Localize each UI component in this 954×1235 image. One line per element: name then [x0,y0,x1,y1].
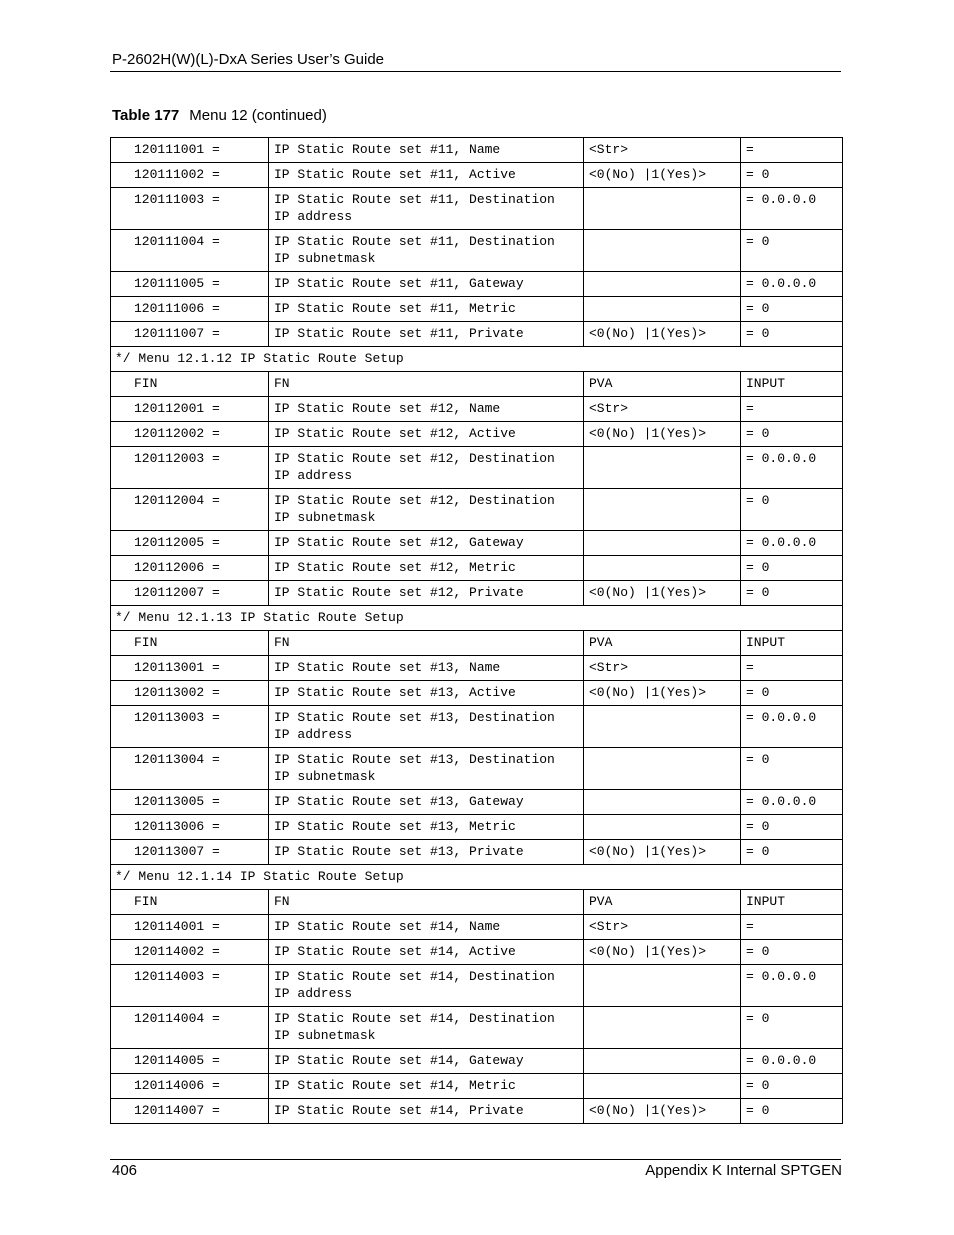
fn-line: IP Static Route set #12, Metric [274,560,516,575]
fin-cell: 120111005 = [111,272,269,297]
fn-line: IP Static Route set #11, Metric [274,301,516,316]
table-row [111,706,843,748]
fin-cell: 120112005 = [111,531,269,556]
pva-header: PVA [584,890,741,915]
fn-header [269,372,584,397]
fn-cell [269,1049,584,1074]
input-cell: = 0 [741,163,843,188]
fin-cell: 120114002 = [111,940,269,965]
section-heading: */ Menu 12.1.13 IP Static Route Setup [111,606,843,631]
table-row [111,790,843,815]
pva-cell [584,1049,741,1074]
table-row [111,188,843,230]
fn-cell [269,1074,584,1099]
table-row [111,397,843,422]
fn-line: IP Static Route set #14, Active [274,944,516,959]
fn-line: IP Static Route set #11, Name [274,142,501,157]
pva-cell: <Str> [584,397,741,422]
pva-header: PVA [584,631,741,656]
fin-cell: 120114005 = [111,1049,269,1074]
table-row [111,322,843,347]
input-cell: = 0.0.0.0 [741,706,843,748]
fn-line: IP Static Route set #14, Destination [274,1011,555,1026]
fin-cell: 120111003 = [111,188,269,230]
input-cell: = 0 [741,230,843,272]
input-cell: = [741,138,843,163]
fin-cell: 120112004 = [111,489,269,531]
fin-cell: 120113007 = [111,840,269,865]
pva-cell: <Str> [584,138,741,163]
fn-header [269,890,584,915]
table-row [111,681,843,706]
fn-line: IP address [274,727,353,742]
pva-cell [584,1074,741,1099]
input-cell: = 0 [741,489,843,531]
pva-cell [584,489,741,531]
input-cell: = 0.0.0.0 [741,188,843,230]
input-header: INPUT [741,631,843,656]
fn-line: IP Static Route set #14, Metric [274,1078,516,1093]
input-cell: = 0 [741,840,843,865]
table-row [111,447,843,489]
pva-cell [584,447,741,489]
fn-cell [269,447,584,489]
pva-cell [584,531,741,556]
input-cell: = 0.0.0.0 [741,531,843,556]
pva-cell [584,188,741,230]
fn-line: IP Static Route set #11, Private [274,326,524,341]
pva-cell [584,1007,741,1049]
table-row [111,581,843,606]
table-row [111,230,843,272]
pva-cell: <0(No) |1(Yes)> [584,1099,741,1124]
fn-line: FN [274,635,290,650]
fn-header [269,631,584,656]
fin-cell: 120113001 = [111,656,269,681]
table-row [111,1074,843,1099]
fin-cell: 120113005 = [111,790,269,815]
input-cell: = 0 [741,815,843,840]
fn-line: IP address [274,468,353,483]
fin-cell: 120112003 = [111,447,269,489]
fn-line: IP subnetmask [274,1028,376,1043]
header-divider [110,71,841,72]
fn-line: IP address [274,986,353,1001]
table-row [111,1099,843,1124]
fn-line: IP Static Route set #14, Name [274,919,501,934]
input-cell: = 0.0.0.0 [741,790,843,815]
table-row [111,840,843,865]
fn-line: IP Static Route set #12, Gateway [274,535,524,550]
fin-cell: 120114004 = [111,1007,269,1049]
input-cell: = 0.0.0.0 [741,965,843,1007]
pva-cell: <Str> [584,915,741,940]
fn-line: IP Static Route set #11, Gateway [274,276,524,291]
input-cell: = 0 [741,1074,843,1099]
pva-cell [584,790,741,815]
fin-cell: 120112002 = [111,422,269,447]
fn-line: IP Static Route set #12, Destination [274,451,555,466]
fn-line: IP Static Route set #13, Name [274,660,501,675]
table-row [111,915,843,940]
fin-header: FIN [111,631,269,656]
column-header-row [111,372,843,397]
fn-line: IP Static Route set #13, Destination [274,752,555,767]
fn-line: IP Static Route set #11, Active [274,167,516,182]
fn-line: FN [274,894,290,909]
input-cell: = 0 [741,748,843,790]
pva-cell [584,748,741,790]
fn-line: IP Static Route set #11, Destination [274,192,555,207]
fin-header: FIN [111,372,269,397]
fn-cell [269,422,584,447]
pva-cell: <0(No) |1(Yes)> [584,681,741,706]
fn-cell [269,815,584,840]
section-heading: */ Menu 12.1.12 IP Static Route Setup [111,347,843,372]
fin-cell: 120114006 = [111,1074,269,1099]
input-cell: = 0 [741,581,843,606]
fn-line: IP Static Route set #13, Destination [274,710,555,725]
input-cell: = 0 [741,422,843,447]
table-number: Table 177 [112,107,180,124]
fin-cell: 120114001 = [111,915,269,940]
pva-cell [584,815,741,840]
fn-cell [269,272,584,297]
table-row [111,656,843,681]
pva-cell [584,965,741,1007]
fn-cell [269,581,584,606]
fin-cell: 120111002 = [111,163,269,188]
fn-cell [269,489,584,531]
pva-cell [584,556,741,581]
fn-cell [269,940,584,965]
fn-cell [269,840,584,865]
section-row [111,347,843,372]
fn-line: IP Static Route set #12, Active [274,426,516,441]
fin-cell: 120113003 = [111,706,269,748]
table-row [111,965,843,1007]
pva-cell: <0(No) |1(Yes)> [584,322,741,347]
page-header-title: P-2602H(W)(L)-DxA Series User’s Guide [112,51,385,68]
input-cell: = [741,397,843,422]
fn-line: IP Static Route set #13, Gateway [274,794,524,809]
fn-line: IP subnetmask [274,510,376,525]
input-cell: = 0.0.0.0 [741,1049,843,1074]
section-heading: */ Menu 12.1.14 IP Static Route Setup [111,865,843,890]
fn-cell [269,706,584,748]
fn-line: IP Static Route set #14, Private [274,1103,524,1118]
input-header: INPUT [741,890,843,915]
column-header-row [111,890,843,915]
table-caption-text: Menu 12 (continued) [189,107,327,124]
input-header: INPUT [741,372,843,397]
pva-cell [584,297,741,322]
fin-cell: 120114003 = [111,965,269,1007]
table-row [111,556,843,581]
menu-table-body [111,138,843,1124]
fn-cell [269,1007,584,1049]
fn-line: IP Static Route set #11, Destination [274,234,555,249]
fin-cell: 120112001 = [111,397,269,422]
pva-cell: <0(No) |1(Yes)> [584,581,741,606]
fin-header: FIN [111,890,269,915]
footer-section-title: Appendix K Internal SPTGEN [645,1162,842,1179]
fn-cell [269,1099,584,1124]
fn-line: IP Static Route set #13, Metric [274,819,516,834]
fn-line: IP Static Route set #13, Active [274,685,516,700]
fn-cell [269,531,584,556]
pva-cell [584,230,741,272]
pva-cell: <0(No) |1(Yes)> [584,422,741,447]
fin-cell: 120112007 = [111,581,269,606]
section-row [111,606,843,631]
input-cell: = 0.0.0.0 [741,447,843,489]
table-row [111,1049,843,1074]
fin-cell: 120111006 = [111,297,269,322]
input-cell: = 0 [741,1099,843,1124]
fin-cell: 120112006 = [111,556,269,581]
table-row [111,422,843,447]
input-cell: = 0.0.0.0 [741,272,843,297]
fn-line: IP Static Route set #12, Destination [274,493,555,508]
input-cell: = 0 [741,940,843,965]
fn-cell [269,915,584,940]
fin-cell: 120113002 = [111,681,269,706]
fn-line: IP Static Route set #13, Private [274,844,524,859]
fn-cell [269,681,584,706]
pva-cell: <0(No) |1(Yes)> [584,163,741,188]
table-row [111,138,843,163]
pva-header: PVA [584,372,741,397]
fin-cell: 120114007 = [111,1099,269,1124]
input-cell: = 0 [741,681,843,706]
fn-cell [269,556,584,581]
table-row [111,489,843,531]
pva-cell [584,272,741,297]
fn-line: IP Static Route set #14, Gateway [274,1053,524,1068]
fn-line: IP Static Route set #12, Private [274,585,524,600]
table-row [111,815,843,840]
pva-cell: <Str> [584,656,741,681]
input-cell: = 0 [741,322,843,347]
fn-cell [269,163,584,188]
fin-cell: 120111007 = [111,322,269,347]
input-cell: = 0 [741,1007,843,1049]
menu-table [110,137,843,1124]
table-row [111,1007,843,1049]
table-row [111,940,843,965]
table-caption [112,107,327,124]
fn-line: FN [274,376,290,391]
input-cell: = [741,915,843,940]
fn-cell [269,138,584,163]
fn-line: IP address [274,209,353,224]
table-row [111,531,843,556]
input-cell: = 0 [741,297,843,322]
fin-cell: 120113004 = [111,748,269,790]
table-row [111,163,843,188]
fn-cell [269,656,584,681]
fn-line: IP subnetmask [274,251,376,266]
fn-cell [269,748,584,790]
pva-cell [584,706,741,748]
fn-cell [269,790,584,815]
table-row [111,272,843,297]
fn-cell [269,297,584,322]
fin-cell: 120111004 = [111,230,269,272]
pva-cell: <0(No) |1(Yes)> [584,840,741,865]
page-number: 406 [112,1162,138,1179]
fn-line: IP Static Route set #14, Destination [274,969,555,984]
input-cell: = 0 [741,556,843,581]
fn-line: IP subnetmask [274,769,376,784]
fin-cell: 120111001 = [111,138,269,163]
input-cell: = [741,656,843,681]
fn-cell [269,322,584,347]
footer-divider [110,1159,841,1160]
table-row [111,748,843,790]
pva-cell: <0(No) |1(Yes)> [584,940,741,965]
fn-cell [269,397,584,422]
column-header-row [111,631,843,656]
table-row [111,297,843,322]
fn-cell [269,230,584,272]
fin-cell: 120113006 = [111,815,269,840]
fn-cell [269,965,584,1007]
fn-line: IP Static Route set #12, Name [274,401,501,416]
fn-cell [269,188,584,230]
section-row [111,865,843,890]
